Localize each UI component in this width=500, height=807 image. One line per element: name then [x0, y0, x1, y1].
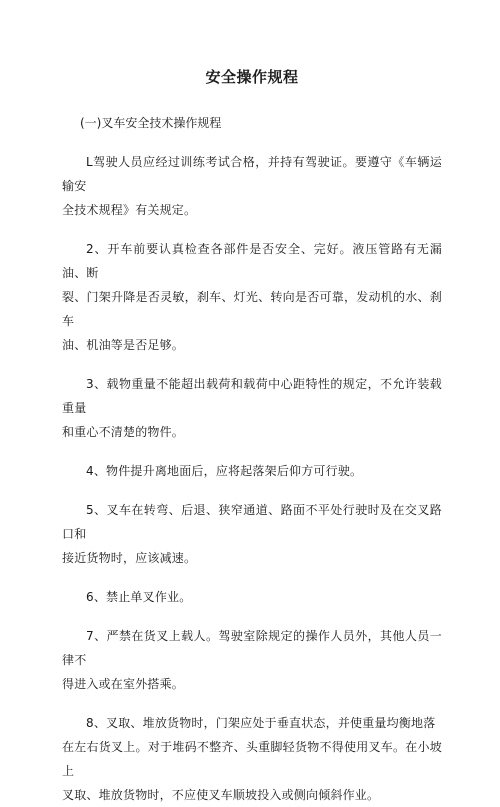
paragraph-line: 4、物件提升离地面后，应将起落架后仰方可行驶。	[86, 464, 363, 478]
paragraph-line: 6、禁止单叉作业。	[86, 590, 192, 604]
paragraph-line: 和重心不清楚的物件。	[62, 425, 185, 439]
paragraph-2	[62, 237, 442, 357]
paragraph-line: 8、叉取、堆放货物时，门架应处于垂直状态，并使重量均衡地落	[86, 716, 436, 730]
paragraph-line: 5、叉车在转弯、后退、狭窄通道、路面不平处行驶时及在交叉路口和	[62, 503, 442, 541]
paragraph-line: 在左右货叉上。对于堆码不整齐、头重脚轻货物不得使用叉车。在小坡上	[62, 740, 442, 778]
paragraph-7	[62, 624, 442, 696]
paragraph-line: 全技术规程》有关规定。	[62, 203, 197, 217]
paragraph-line: 3、载物重量不能超出载荷和载荷中心距特性的规定，不允许装载重量	[62, 377, 442, 415]
paragraph-8	[62, 711, 442, 807]
paragraph-3	[62, 372, 442, 444]
paragraph-line: 7、严禁在货叉上载人。驾驶室除规定的操作人员外，其他人员一律不	[62, 629, 442, 667]
paragraph-line: 2、开车前要认真检查各部件是否安全、完好。液压管路有无漏油、断	[62, 242, 442, 280]
paragraph-line: L驾驶人员应经过训练考试合格，并持有驾驶证。要遵守《车辆运输安	[62, 155, 442, 193]
paragraph-5	[62, 498, 442, 570]
paragraph-1	[62, 150, 442, 222]
paragraph-4	[62, 459, 442, 483]
section-heading: (一)叉车安全技术操作规程	[80, 116, 222, 130]
paragraph-line: 得进入或在室外搭乘。	[62, 677, 185, 691]
paragraph-line: 裂、门架升降是否灵敏，刹车、灯光、转向是否可靠，发动机的水、刹车	[62, 290, 442, 328]
document-title: 安全操作规程	[205, 68, 299, 86]
paragraph-line: 接近货物时，应该减速。	[62, 551, 197, 565]
paragraph-6	[62, 585, 442, 609]
paragraph-line: 油、机油等是否足够。	[62, 338, 185, 352]
paragraph-line: 叉取、堆放货物时，不应使叉车顺坡投入或侧向倾斜作业。	[62, 788, 380, 802]
